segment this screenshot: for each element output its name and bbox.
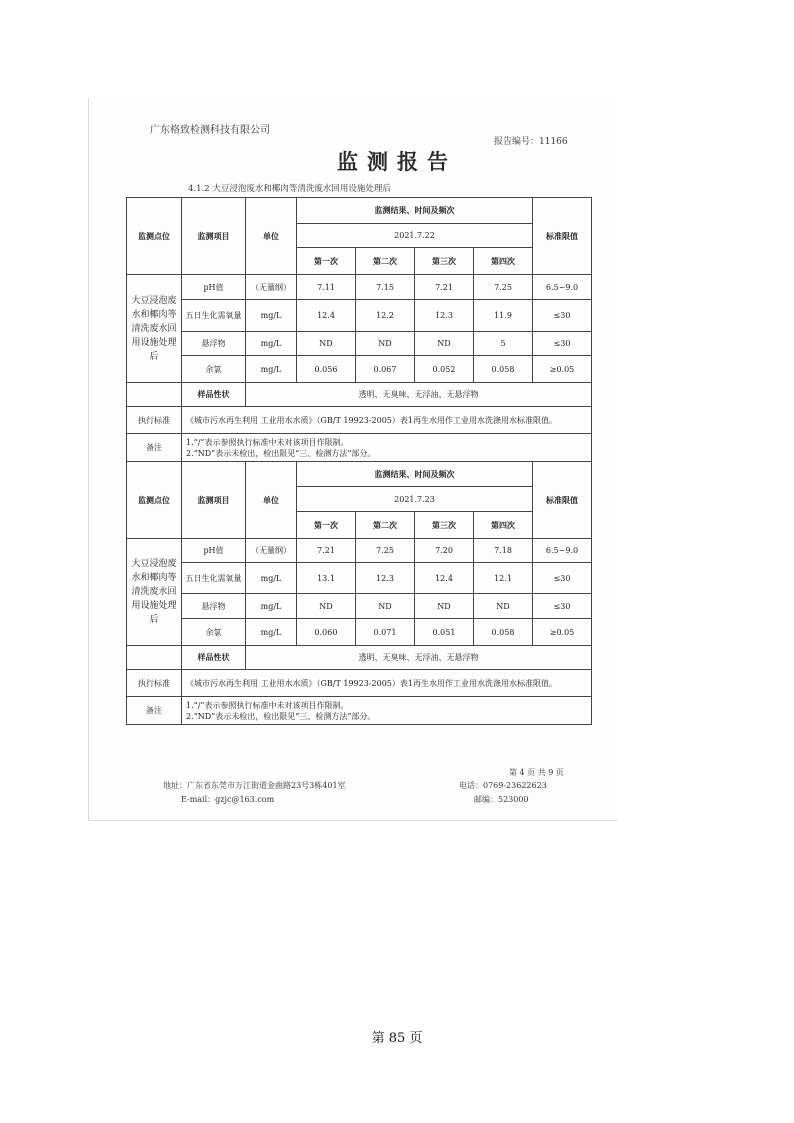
result-value: 11.9 (474, 300, 533, 332)
limit-value: ≤30 (533, 300, 592, 332)
result-value: 7.25 (356, 539, 415, 563)
item-name: 悬浮物 (182, 332, 246, 356)
standard-text: 《城市污水再生利用 工业用水水质》（GB/T 19923-2005）表1再生水用作工业用水洗涤用水标准限值。 (182, 670, 592, 697)
sampling-date: 2021.7.23 (297, 487, 533, 512)
empty-cell (127, 646, 182, 670)
header-point: 监测点位 (127, 462, 182, 539)
result-value: ND (356, 594, 415, 619)
result-value: ND (474, 594, 533, 619)
unit: mg/L (246, 300, 297, 332)
standard-label: 执行标准 (127, 670, 182, 697)
remark-text (182, 434, 592, 462)
limit-value: 6.5~9.0 (533, 539, 592, 563)
limit-value: ≥0.05 (533, 619, 592, 646)
limit-value: ≤30 (533, 332, 592, 356)
result-value: 0.071 (356, 619, 415, 646)
sampling-date: 2021.7.22 (297, 224, 533, 248)
company-email: E-mail：gzjc@163.com (181, 795, 275, 804)
appearance-label: 样品性状 (182, 646, 246, 670)
time-1: 第一次 (297, 248, 356, 275)
result-value: 12.2 (356, 300, 415, 332)
header-limit: 标准限值 (533, 198, 592, 275)
monitoring-table-1 (126, 197, 592, 462)
result-value: 0.051 (415, 619, 474, 646)
remark-label: 备注 (127, 434, 182, 462)
remark-label: 备注 (127, 697, 182, 725)
result-value: 12.4 (297, 300, 356, 332)
result-value: 13.1 (297, 563, 356, 594)
unit: （无量纲） (246, 539, 297, 563)
unit: mg/L (246, 619, 297, 646)
company-phone: 电话：0769-23622623 (459, 781, 547, 790)
remark-line-1: 1.“/”表示参照执行标准中未对该项目作限制。 (186, 700, 349, 710)
result-value: 7.25 (474, 275, 533, 300)
remark-text (182, 697, 592, 725)
limit-value: ≥0.05 (533, 356, 592, 383)
time-2: 第二次 (356, 248, 415, 275)
report-title: 监测报告 (337, 149, 457, 174)
limit-value: 6.5~9.0 (533, 275, 592, 300)
result-value: 0.052 (415, 356, 474, 383)
result-value: 0.056 (297, 356, 356, 383)
time-1: 第一次 (297, 512, 356, 539)
item-name: pH值 (182, 539, 246, 563)
result-value: 0.058 (474, 356, 533, 383)
report-number: 报告编号：11166 (494, 137, 568, 147)
limit-value: ≤30 (533, 563, 592, 594)
item-name: 悬浮物 (182, 594, 246, 619)
standard-text: 《城市污水再生利用 工业用水水质》（GB/T 19923-2005）表1再生水用作工业用水洗涤用水标准限值。 (182, 407, 592, 434)
remark-line-2: 2.“ND”表示未检出，检出限见“三、检测方法”部分。 (186, 711, 376, 721)
section-subtitle: 4.1.2 大豆浸泡废水和椰肉等清洗废水回用设施处理后 (188, 184, 391, 194)
result-value: 12.3 (415, 300, 474, 332)
remark-line-2: 2.“ND”表示未检出，检出限见“三、检测方法”部分。 (186, 448, 376, 458)
company-postcode: 邮编：523000 (474, 795, 529, 804)
result-value: ND (415, 332, 474, 356)
time-4: 第四次 (474, 248, 533, 275)
result-value: 0.067 (356, 356, 415, 383)
header-point: 监测点位 (127, 198, 182, 275)
company-address: 地址：广东省东莞市万江街道金曲路23号3栋401室 (163, 781, 346, 790)
company-name: 广东格致检测科技有限公司 (150, 125, 270, 136)
unit: （无量纲） (246, 275, 297, 300)
unit: mg/L (246, 356, 297, 383)
header-limit: 标准限值 (533, 462, 592, 539)
unit: mg/L (246, 563, 297, 594)
item-name: 五日生化需氧量 (182, 563, 246, 594)
result-value: ND (297, 332, 356, 356)
unit: mg/L (246, 332, 297, 356)
result-value: 0.060 (297, 619, 356, 646)
result-value: 12.1 (474, 563, 533, 594)
header-item: 监测项目 (182, 462, 246, 539)
appearance-label: 样品性状 (182, 383, 246, 407)
monitoring-point: 大豆浸泡废水和椰肉等清洗废水回用设施处理后 (127, 539, 182, 646)
result-value: 7.11 (297, 275, 356, 300)
time-2: 第二次 (356, 512, 415, 539)
header-results: 监测结果、时间及频次 (297, 462, 533, 487)
result-value: 5 (474, 332, 533, 356)
header-item: 监测项目 (182, 198, 246, 275)
result-value: 12.3 (356, 563, 415, 594)
result-value: 7.20 (415, 539, 474, 563)
item-name: 余氯 (182, 619, 246, 646)
document-page-number: 第 85 页 (371, 1031, 423, 1046)
unit: mg/L (246, 594, 297, 619)
header-unit: 单位 (246, 462, 297, 539)
empty-cell (127, 383, 182, 407)
header-unit: 单位 (246, 198, 297, 275)
monitoring-point: 大豆浸泡废水和椰肉等清洗废水回用设施处理后 (127, 275, 182, 383)
time-3: 第三次 (415, 512, 474, 539)
result-value: 12.4 (415, 563, 474, 594)
time-3: 第三次 (415, 248, 474, 275)
result-value: 7.18 (474, 539, 533, 563)
limit-value: ≤30 (533, 594, 592, 619)
monitoring-table-2 (126, 461, 592, 725)
report-page-info: 第 4 页 共 9 页 (509, 768, 564, 777)
result-value: ND (356, 332, 415, 356)
result-value: 0.058 (474, 619, 533, 646)
header-results: 监测结果、时间及频次 (297, 198, 533, 224)
item-name: 五日生化需氧量 (182, 300, 246, 332)
result-value: ND (415, 594, 474, 619)
result-value: 7.21 (415, 275, 474, 300)
result-value: ND (297, 594, 356, 619)
result-value: 7.15 (356, 275, 415, 300)
standard-label: 执行标准 (127, 407, 182, 434)
appearance-value: 透明、无臭味、无浮油、无悬浮物 (246, 383, 592, 407)
result-value: 7.21 (297, 539, 356, 563)
item-name: 余氯 (182, 356, 246, 383)
item-name: pH值 (182, 275, 246, 300)
appearance-value: 透明、无臭味、无浮油、无悬浮物 (246, 646, 592, 670)
time-4: 第四次 (474, 512, 533, 539)
remark-line-1: 1.“/”表示参照执行标准中未对该项目作限制。 (186, 437, 349, 447)
